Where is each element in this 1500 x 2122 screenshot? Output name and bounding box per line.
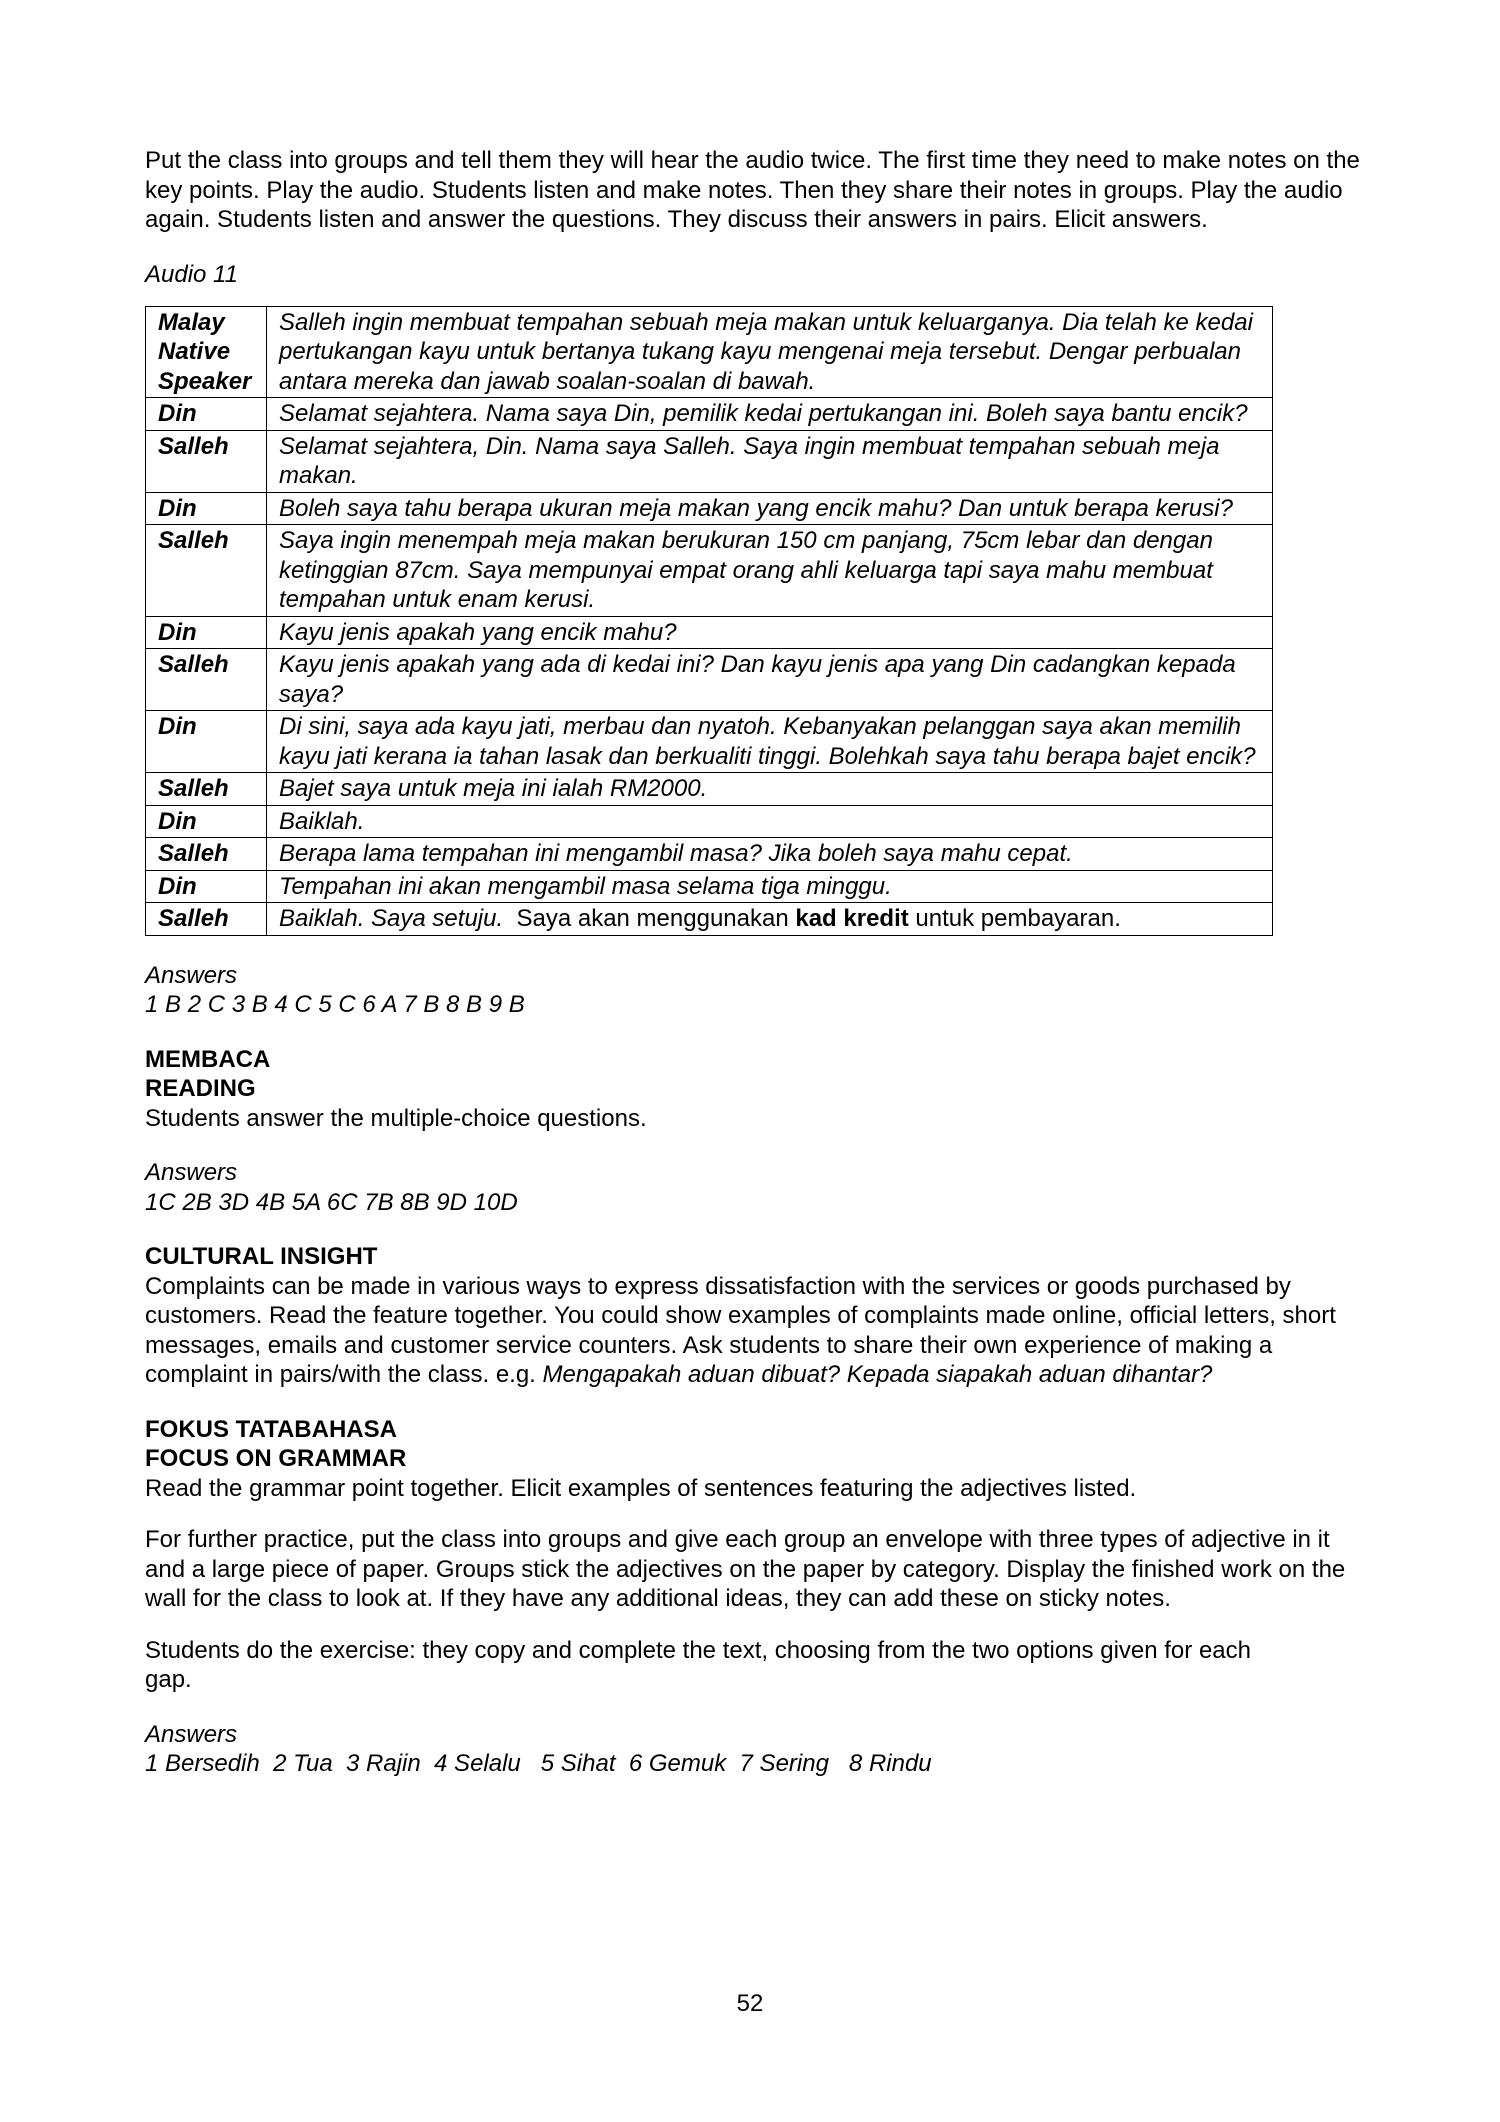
dialogue-row: [146, 398, 1273, 431]
dialogue-row: [146, 649, 1273, 711]
dialogue-line: Selamat sejahtera. Nama saya Din, pemilik kedai pertukangan ini. Boleh saya bantu encik?: [267, 398, 1273, 431]
dialogue-row: [146, 711, 1273, 773]
answers-label: Answers: [145, 961, 238, 989]
grammar-instruction-2: For further practice, put the class into groups and give each group an envelope with three types of adjective in it and a large piece of paper. Groups stick the adjectives on the paper by category. Display the finished work on the wall for the class to look at. If they have any additional ideas, they can add these on sticky notes.: [145, 1526, 1346, 1612]
page-number: 52: [736, 1990, 764, 2017]
answers-label: Answers: [145, 1159, 238, 1186]
dialogue-speaker: Din: [146, 711, 267, 773]
dialogue-row: [146, 430, 1273, 492]
dialogue-line: Kayu jenis apakah yang encik mahu?: [267, 616, 1273, 649]
reading-section: [145, 1045, 1360, 1134]
dialogue-speaker: Malay Native Speaker: [146, 306, 267, 398]
section-heading-english: READING: [145, 1075, 256, 1102]
dialogue-line: Baiklah.: [267, 805, 1273, 838]
dialogue-line: Saya ingin menempah meja makan berukuran 150 cm panjang, 75cm lebar dan dengan ketinggian 87cm. Saya mempunyai empat orang ahli keluarga tapi saya mahu membuat tempahan untuk enam kerusi.: [267, 525, 1273, 617]
dialogue-row: [146, 492, 1273, 525]
dialogue-line: Kayu jenis apakah yang ada di kedai ini? Dan kayu jenis apa yang Din cadangkan kepada saya?: [267, 649, 1273, 711]
reading-instruction: Students answer the multiple-choice questions.: [145, 1104, 647, 1132]
dialogue-row: [146, 525, 1273, 617]
dialogue-row: [146, 903, 1273, 936]
dialogue-line: Salleh ingin membuat tempahan sebuah meja makan untuk keluarganya. Dia telah ke kedai pertukangan kayu untuk bertanya tukang kayu mengenai meja tersebut. Dengar perbualan antara mereka dan jawab soalan-soalan di bawah.: [267, 306, 1273, 398]
dialogue-line: Berapa lama tempahan ini mengambil masa? Jika boleh saya mahu cepat.: [267, 838, 1273, 871]
dialogue-line-mid: Saya akan menggunakan: [503, 905, 796, 932]
dialogue-speaker: Din: [146, 870, 267, 903]
dialogue-speaker: Din: [146, 616, 267, 649]
dialogue-speaker: Salleh: [146, 838, 267, 871]
dialogue-row: [146, 870, 1273, 903]
grammar-instruction-1: Read the grammar point together. Elicit examples of sentences featuring the adjectives listed.: [145, 1474, 1137, 1502]
dialogue-table: [145, 306, 1273, 936]
dialogue-row: [146, 805, 1273, 838]
dialogue-row: [146, 306, 1273, 398]
dialogue-line: Bajet saya untuk meja ini ialah RM2000.: [267, 773, 1273, 806]
section-heading-malay: FOKUS TATABAHASA: [145, 1415, 397, 1443]
dialogue-speaker: Salleh: [146, 525, 267, 617]
section-heading: CULTURAL INSIGHT: [145, 1243, 378, 1270]
answers-label: Answers: [145, 1720, 238, 1748]
dialogue-line-start: Baiklah. Saya setuju.: [279, 905, 504, 932]
dialogue-line-bold: kad kredit: [795, 905, 909, 932]
grammar-section: [145, 1415, 1365, 1695]
cultural-text: Complaints can be made in various ways to express dissatisfaction with the services or goods purchased by customers. Read the feature together. You could show examples of complaints made online, official letters, short messages, emails and customer service counters. Ask students to share their own experience of making a complaint in pairs/with the class. e.g.: [145, 1272, 1336, 1388]
dialogue-speaker: Salleh: [146, 903, 267, 936]
audio-label: Audio 11: [145, 260, 238, 288]
cultural-example-questions: Mengapakah aduan dibuat? Kepada siapakah aduan dihantar?: [542, 1361, 1213, 1388]
dialogue-row: [146, 838, 1273, 871]
dialogue-speaker: Salleh: [146, 649, 267, 711]
answers-grammar: [145, 1720, 1360, 1779]
answers-list: 1 B 2 C 3 B 4 C 5 C 6 A 7 B 8 B 9 B: [145, 991, 525, 1018]
intro-paragraph: Put the class into groups and tell them they will hear the audio twice. The first time they need to make notes on the key points. Play the audio. Students listen and make notes. Then they share their notes in groups. Play the audio again. Students listen and answer the questions. They discuss their answers in pairs. Elicit answers.: [145, 147, 1360, 233]
dialogue-row: [146, 773, 1273, 806]
dialogue-line: Tempahan ini akan mengambil masa selama tiga minggu.: [267, 870, 1273, 903]
dialogue-speaker: Salleh: [146, 773, 267, 806]
dialogue-line: Di sini, saya ada kayu jati, merbau dan nyatoh. Kebanyakan pelanggan saya akan memilih kayu jati kerana ia tahan lasak dan berkualiti tinggi. Bolehkah saya tahu berapa bajet encik?: [267, 711, 1273, 773]
section-heading-english: FOCUS ON GRAMMAR: [145, 1445, 407, 1472]
dialogue-line: Selamat sejahtera, Din. Nama saya Salleh. Saya ingin membuat tempahan sebuah meja makan.: [267, 430, 1273, 492]
section-heading-malay: MEMBACA: [145, 1045, 271, 1073]
dialogue-speaker: Din: [146, 492, 267, 525]
dialogue-speaker: Din: [146, 805, 267, 838]
dialogue-line: [267, 903, 1273, 936]
answers-list: 1 Bersedih 2 Tua 3 Rajin 4 Selalu 5 Sihat 6 Gemuk 7 Sering 8 Rindu: [145, 1750, 932, 1777]
answers-list: 1C 2B 3D 4B 5A 6C 7B 8B 9D 10D: [145, 1188, 518, 1216]
dialogue-speaker: Din: [146, 398, 267, 431]
cultural-insight-paragraph: [145, 1272, 1365, 1390]
dialogue-line: Boleh saya tahu berapa ukuran meja makan yang encik mahu? Dan untuk berapa kerusi?: [267, 492, 1273, 525]
dialogue-speaker: Salleh: [146, 430, 267, 492]
answers-listening: [145, 961, 1360, 1020]
dialogue-line-end: untuk pembayaran.: [908, 905, 1121, 932]
dialogue-row: [146, 616, 1273, 649]
cultural-insight-section: [145, 1242, 1365, 1390]
grammar-instruction-3: Students do the exercise: they copy and complete the text, choosing from the two options given for each gap.: [145, 1636, 1251, 1693]
answers-reading: [145, 1158, 1360, 1217]
